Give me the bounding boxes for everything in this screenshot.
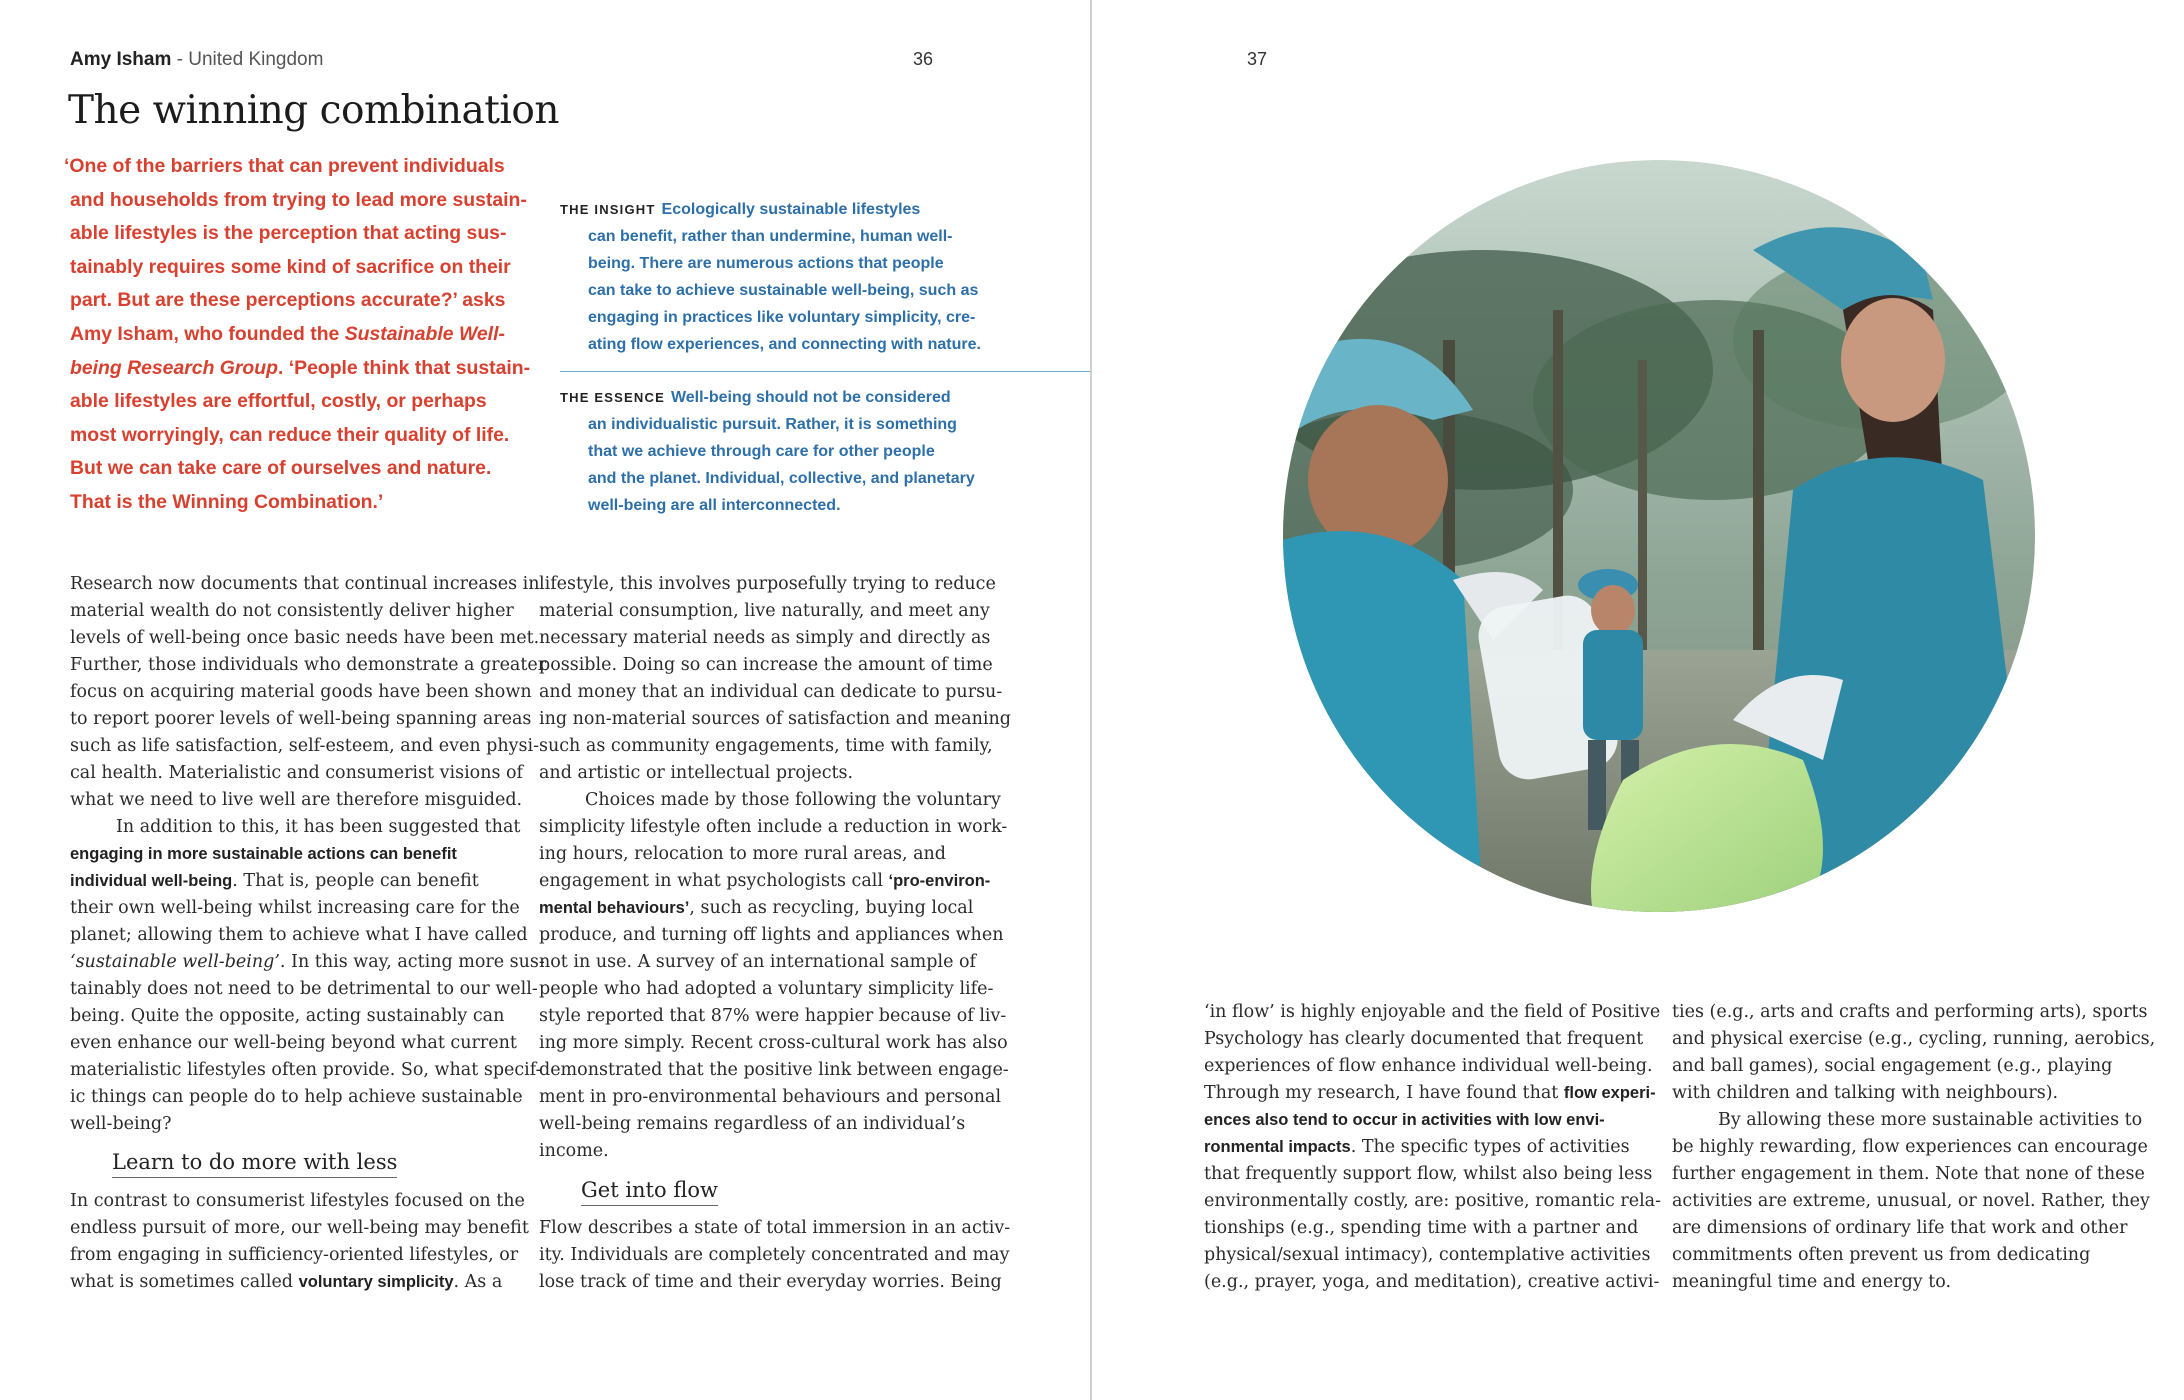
bold-phrase: individual well-being [70,872,233,890]
body-column-1-cont [70,1188,530,1296]
author-name: Amy Isham [70,49,172,70]
body-line: materialistic lifestyles often provide. So, what specif- [70,1060,542,1080]
insight-box [560,196,980,358]
body-line: cal health. Materialistic and consumerist visions of [70,763,524,783]
body-line: ing non-material sources of satisfaction and meaning [539,709,1011,729]
body-line: tainably does not need to be detrimental to our well- [70,979,538,999]
page-number-right: 37 [1247,49,1268,69]
body-line: from engaging in sufficiency-oriented lifestyles, or [70,1245,519,1265]
body-line: Research now documents that continual increases in [70,574,540,594]
body-line: focus on acquiring material goods have been shown [70,682,532,702]
body-line: ment in pro-environmental behaviours and personal [539,1087,1002,1107]
insight-line: engaging in practices like voluntary simplicity, cre- [588,309,976,326]
body-text: what is sometimes called [70,1272,299,1292]
body-line: In contrast to consumerist lifestyles focused on the [70,1191,525,1211]
body-line: physical/sexual intimacy), contemplative activities [1204,1245,1651,1265]
body-line: their own well-being whilst increasing care for the [70,898,520,918]
body-line: planet; allowing them to achieve what I have called [70,925,528,945]
body-line: that frequently support flow, whilst also being less [1204,1164,1653,1184]
body-column-1 [70,571,547,1138]
essence-line: that we achieve through care for other people [588,443,935,460]
body-line: and money that an individual can dedicate to pursu- [539,682,1003,702]
body-line: commitments often prevent us from dedicating [1672,1245,2091,1265]
body-line: and artistic or intellectual projects. [539,763,854,783]
body-line: well-being remains regardless of an individual’s [539,1114,966,1134]
body-column-2 [539,571,1011,1165]
body-line: lifestyle, this involves purposefully trying to reduce [539,574,996,594]
body-line: activities are extreme, unusual, or novel. Rather, they [1672,1191,2150,1211]
body-line: ing hours, relocation to more rural areas, and [539,844,947,864]
body-line: even enhance our well-being beyond what current [70,1033,517,1053]
body-text: . As a [453,1272,503,1292]
subheading-flow: Get into flow [581,1178,718,1206]
pull-quote-line: able lifestyles is the perception that acting sus- [70,222,507,245]
body-line: simplicity lifestyle often include a reduction in work- [539,817,1008,837]
pull-quote-line: able lifestyles are effortful, costly, or perhaps [70,390,487,413]
group-name-cont: being Research Group [70,356,278,379]
insight-line: ating flow experiences, and connecting with nature. [588,336,981,353]
body-line: environmentally costly, are: positive, romantic rela- [1204,1191,1662,1211]
body-line: levels of well-being once basic needs have been met. [70,628,540,648]
body-line: be highly rewarding, flow experiences can encourage [1672,1137,2148,1157]
body-text: . That is, people can benefit [232,871,479,891]
bold-phrase: ronmental impacts [1204,1138,1351,1156]
body-column-3 [1204,999,1664,1296]
body-line: material wealth do not consistently deliver higher [70,601,514,621]
bold-phrase: ‘pro-environ- [888,872,991,890]
group-name: Sustainable Well- [344,322,505,345]
body-line: not in use. A survey of an international sample of [539,952,977,972]
pull-quote-line: That is the Winning Combination.’ [70,490,384,513]
pull-quote [64,150,540,520]
body-line: well-being? [70,1114,172,1134]
body-line: endless pursuit of more, our well-being may benefit [70,1218,529,1238]
body-line: income. [539,1141,609,1161]
body-line: to report poorer levels of well-being spanning areas [70,709,532,729]
left-page [0,0,1090,1400]
essence-line: an individualistic pursuit. Rather, it is something [588,416,957,433]
pull-quote-line: ‘One of the barriers that can prevent individuals [64,155,505,177]
body-text: , such as recycling, buying local [689,898,974,918]
body-line: with children and talking with neighbours). [1672,1083,2059,1103]
pull-quote-line: Amy Isham, who founded the Sustainable Well- [70,322,505,345]
body-text: . The specific types of activities [1350,1137,1630,1157]
body-line: style reported that 87% were happier because of liv- [539,1006,1007,1026]
body-line: being. Quite the opposite, acting sustainably can [70,1006,505,1026]
body-line: ing more simply. Recent cross-cultural work has also [539,1033,1008,1053]
body-line: and ball games), social engagement (e.g., playing [1672,1056,2113,1076]
body-line: material consumption, live naturally, and meet any [539,601,990,621]
body-line: are dimensions of ordinary life that work and other [1672,1218,2128,1238]
divider-rule [560,371,1090,372]
body-line: In addition to this, it has been suggested that [116,817,521,837]
body-line: Flow describes a state of total immersion in an activ- [539,1218,1011,1238]
pull-quote-line: and households from trying to lead more sustain- [70,188,527,211]
body-line: demonstrated that the positive link between engage- [539,1060,1009,1080]
bold-phrase: mental behaviours’ [539,899,690,917]
body-line: people who had adopted a voluntary simplicity life- [539,979,994,999]
author-country: - United Kingdom [176,49,324,70]
body-line: possible. Doing so can increase the amount of time [539,655,993,675]
body-line: tionships (e.g., spending time with a partner and [1204,1218,1639,1238]
body-line: Further, those individuals who demonstrate a greater [70,655,547,675]
body-column-4 [1672,999,2156,1296]
body-line: (e.g., prayer, yoga, and meditation), creative activi- [1204,1272,1660,1292]
insight-line: can benefit, rather than undermine, human well- [588,228,953,245]
pull-quote-line: most worryingly, can reduce their quality of life. [70,423,510,446]
essence-line: well-being are all interconnected. [588,497,841,514]
body-line: ic things can people do to help achieve sustainable [70,1087,523,1107]
body-line: lose track of time and their everyday worries. Being [539,1272,1002,1292]
insight-line: Ecologically sustainable lifestyles [661,201,921,218]
page-number-left: 36 [913,49,934,69]
pull-quote-line: part. But are these perceptions accurate?’ asks [70,289,506,312]
bold-phrase: engaging in more sustainable actions can benefit [70,845,457,863]
body-line: and physical exercise (e.g., cycling, running, aerobics, [1672,1029,2156,1049]
subheading-learn: Learn to do more with less [112,1150,397,1178]
body-line: such as community engagements, time with family, [539,736,993,756]
photo-illustration [1283,160,2035,912]
body-line: such as life satisfaction, self-esteem, and even physi- [70,736,540,756]
pull-quote-line: being Research Group. ‘People think that sustain- [70,356,531,379]
insight-line: being. There are numerous actions that people [588,255,944,272]
body-line: Choices made by those following the voluntary [585,790,1001,810]
essence-line: and the planet. Individual, collective, and planetary [588,470,975,487]
pull-quote-line: tainably requires some kind of sacrifice on their [70,255,511,278]
essence-box [560,384,980,519]
article-title: The winning combination [68,88,560,133]
body-line: further engagement in them. Note that none of these [1672,1164,2145,1184]
body-line: what we need to live well are therefore misguided. [70,790,523,810]
pull-quote-line: But we can take care of ourselves and nature. [70,457,492,480]
volunteers-collecting-litter-photo [1283,160,2035,912]
italic-phrase: ‘sustainable well-being’ [70,952,280,972]
essence-label: THE ESSENCE [560,390,665,405]
right-page [1092,0,2184,1400]
essence-line: Well-being should not be considered [670,389,951,406]
body-line: necessary material needs as simply and directly as [539,628,991,648]
body-line: experiences of flow enhance individual well-being. [1204,1056,1653,1076]
bold-phrase: voluntary simplicity [298,1273,454,1291]
running-head [70,49,323,71]
body-line: produce, and turning off lights and appliances when [539,925,1004,945]
body-line: ity. Individuals are completely concentrated and may [539,1245,1010,1265]
body-line: ‘in flow’ is highly enjoyable and the field of Positive [1204,1002,1661,1022]
insight-label: THE INSIGHT [560,202,656,217]
insight-line: can take to achieve sustainable well-being, such as [588,282,979,299]
bold-phrase: flow experi- [1563,1084,1656,1102]
body-text: Through my research, I have found that [1204,1083,1564,1103]
bold-phrase: ences also tend to occur in activities with low envi- [1204,1111,1605,1129]
body-text: engagement in what psychologists call [539,871,889,891]
body-line: meaningful time and energy to. [1672,1272,1952,1292]
body-line: By allowing these more sustainable activities to [1718,1110,2143,1130]
body-text: . In this way, acting more sus- [279,952,545,972]
body-line: ties (e.g., arts and crafts and performing arts), sports [1672,1002,2148,1022]
body-line: Psychology has clearly documented that frequent [1204,1029,1644,1049]
body-column-2-cont [539,1215,1011,1296]
